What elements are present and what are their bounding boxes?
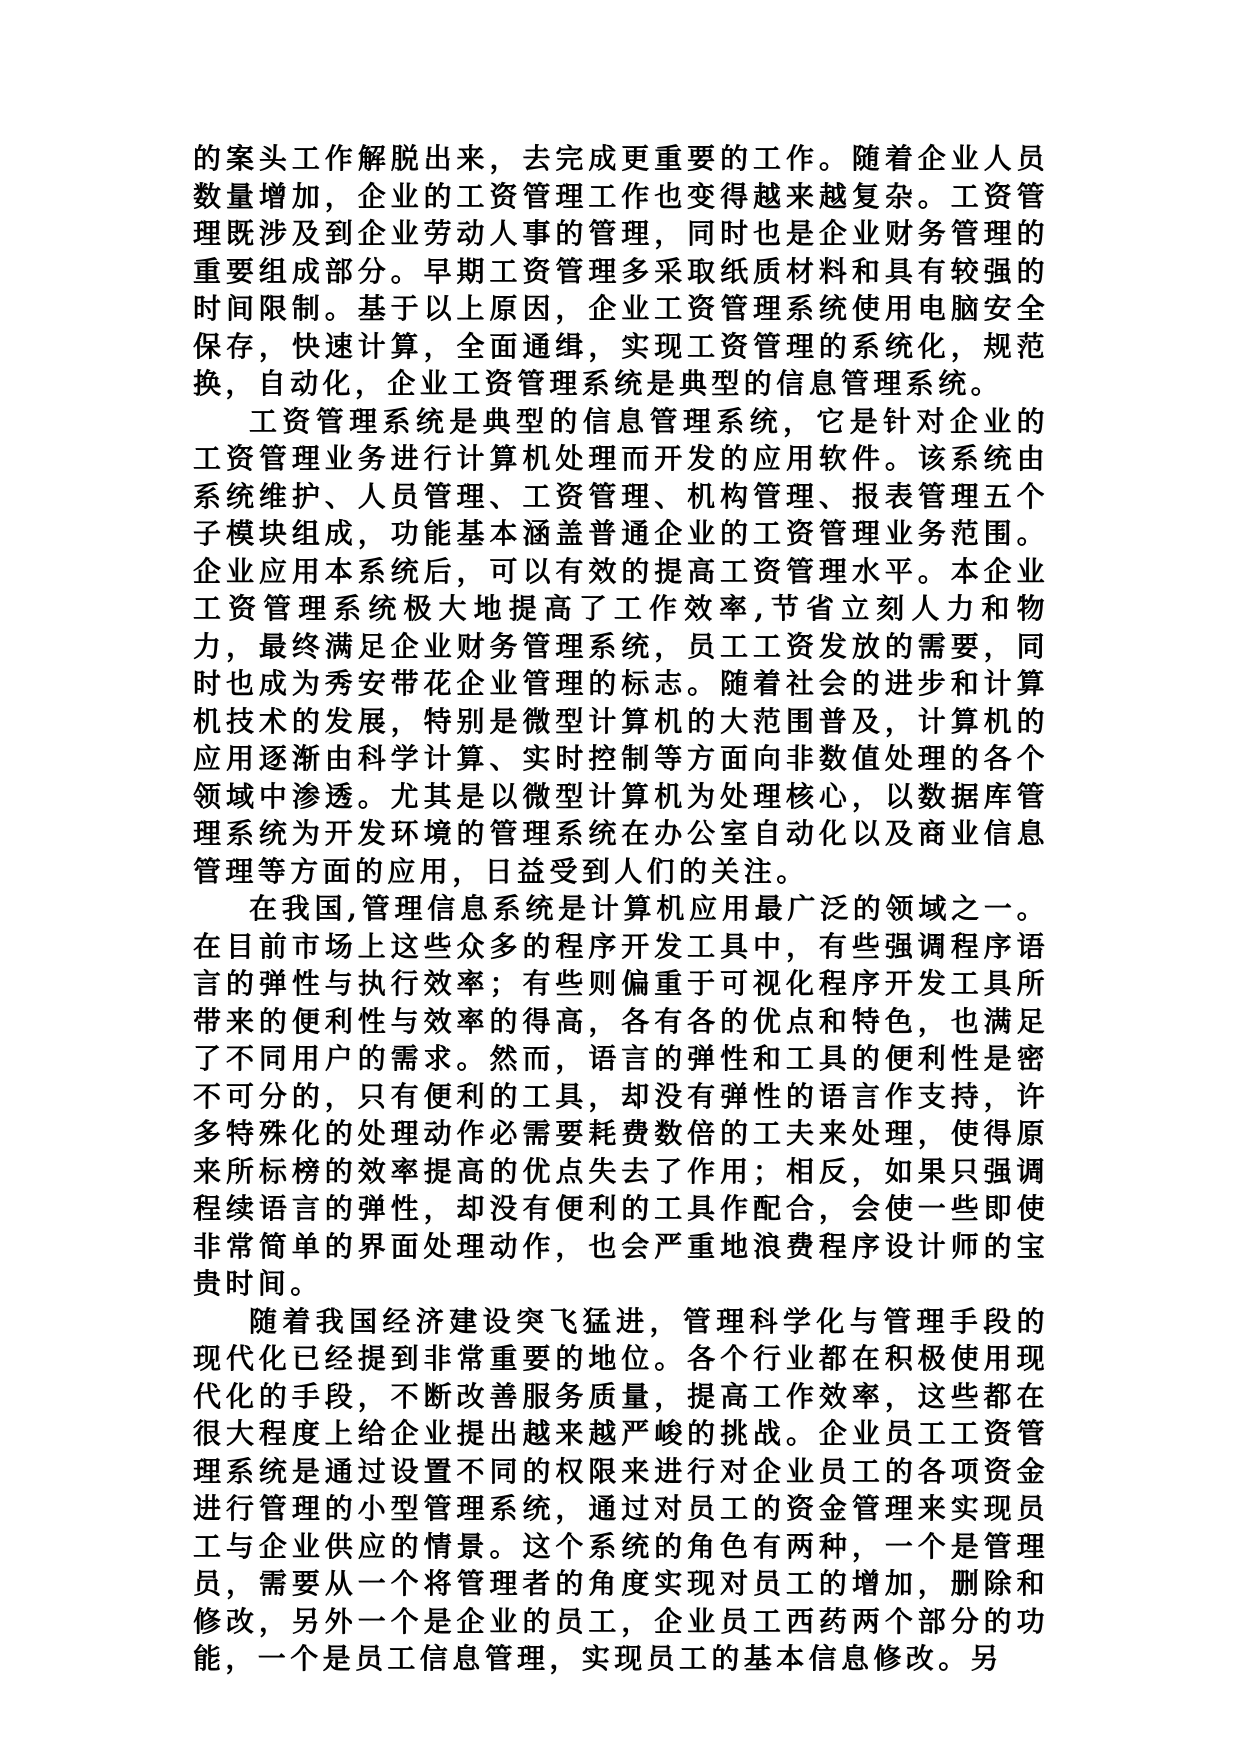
paragraph-1: 的案头工作解脱出来，去完成更重要的工作。随着企业人员数量增加，企业的工资管理工作也变得越来越复杂。工资管理既涉及到企业劳动人事的管理，同时也是企业财务管理的重要组成部分。早期工资管理多采取纸质材料和具有较强的时间限制。基于以上原因，企业工资管理系统使用电脑安全保存，快速计算，全面通缉，实现工资管理的系统化，规范换，自动化，企业工资管理系统是典型的信息管理系统。: [193, 142, 1049, 400]
paragraph-3: 在我国,管理信息系统是计算机应用最广泛的领域之一。在目前市场上这些众多的程序开发工具中，有些强调程序语言的弹性与执行效率；有些则偏重于可视化程序开发工具所带来的便利性与效率的得高，各有各的优点和特色，也满足了不同用户的需求。然而，语言的弹性和工具的便利性是密不可分的，只有便利的工具，却没有弹性的语言作支持，许多特殊化的处理动作必需要耗费数倍的工夫来处理，使得原来所标榜的效率提高的优点失去了作用；相反，如果只强调程续语言的弹性，却没有便利的工具作配合，会使一些即使非常简单的界面处理动作，也会严重地浪费程序设计师的宝贵时间。: [193, 892, 1049, 1300]
paragraph-2: 工资管理系统是典型的信息管理系统，它是针对企业的工资管理业务进行计算机处理而开发的应用软件。该系统由系统维护、人员管理、工资管理、机构管理、报表管理五个子模块组成，功能基本涵盖普通企业的工资管理业务范围。企业应用本系统后，可以有效的提高工资管理水平。本企业工资管理系统极大地提高了工作效率,节省立刻人力和物力，最终满足企业财务管理系统，员工工资发放的需要，同时也成为秀安带花企业管理的标志。随着社会的进步和计算机技术的发展，特别是微型计算机的大范围普及，计算机的应用逐渐由科学计算、实时控制等方面向非数值处理的各个领域中渗透。尤其是以微型计算机为处理核心，以数据库管理系统为开发环境的管理系统在办公室自动化以及商业信息管理等方面的应用，日益受到人们的关注。: [193, 404, 1049, 888]
paragraph-4: 随着我国经济建设突飞猛进，管理科学化与管理手段的现代化已经提到非常重要的地位。各个行业都在积极使用现代化的手段，不断改善服务质量，提高工作效率，这些都在很大程度上给企业提出越来越严峻的挑战。企业员工工资管理系统是通过设置不同的权限来进行对企业员工的各项资金进行管理的小型管理系统，通过对员工的资金管理来实现员工与企业供应的情景。这个系统的角色有两种，一个是管理员，需要从一个将管理者的角度实现对员工的增加，删除和修改，另外一个是企业的员工，企业员工西药两个部分的功能，一个是员工信息管理，实现员工的基本信息修改。另: [193, 1304, 1049, 1675]
document-page: [193, 140, 1049, 1678]
